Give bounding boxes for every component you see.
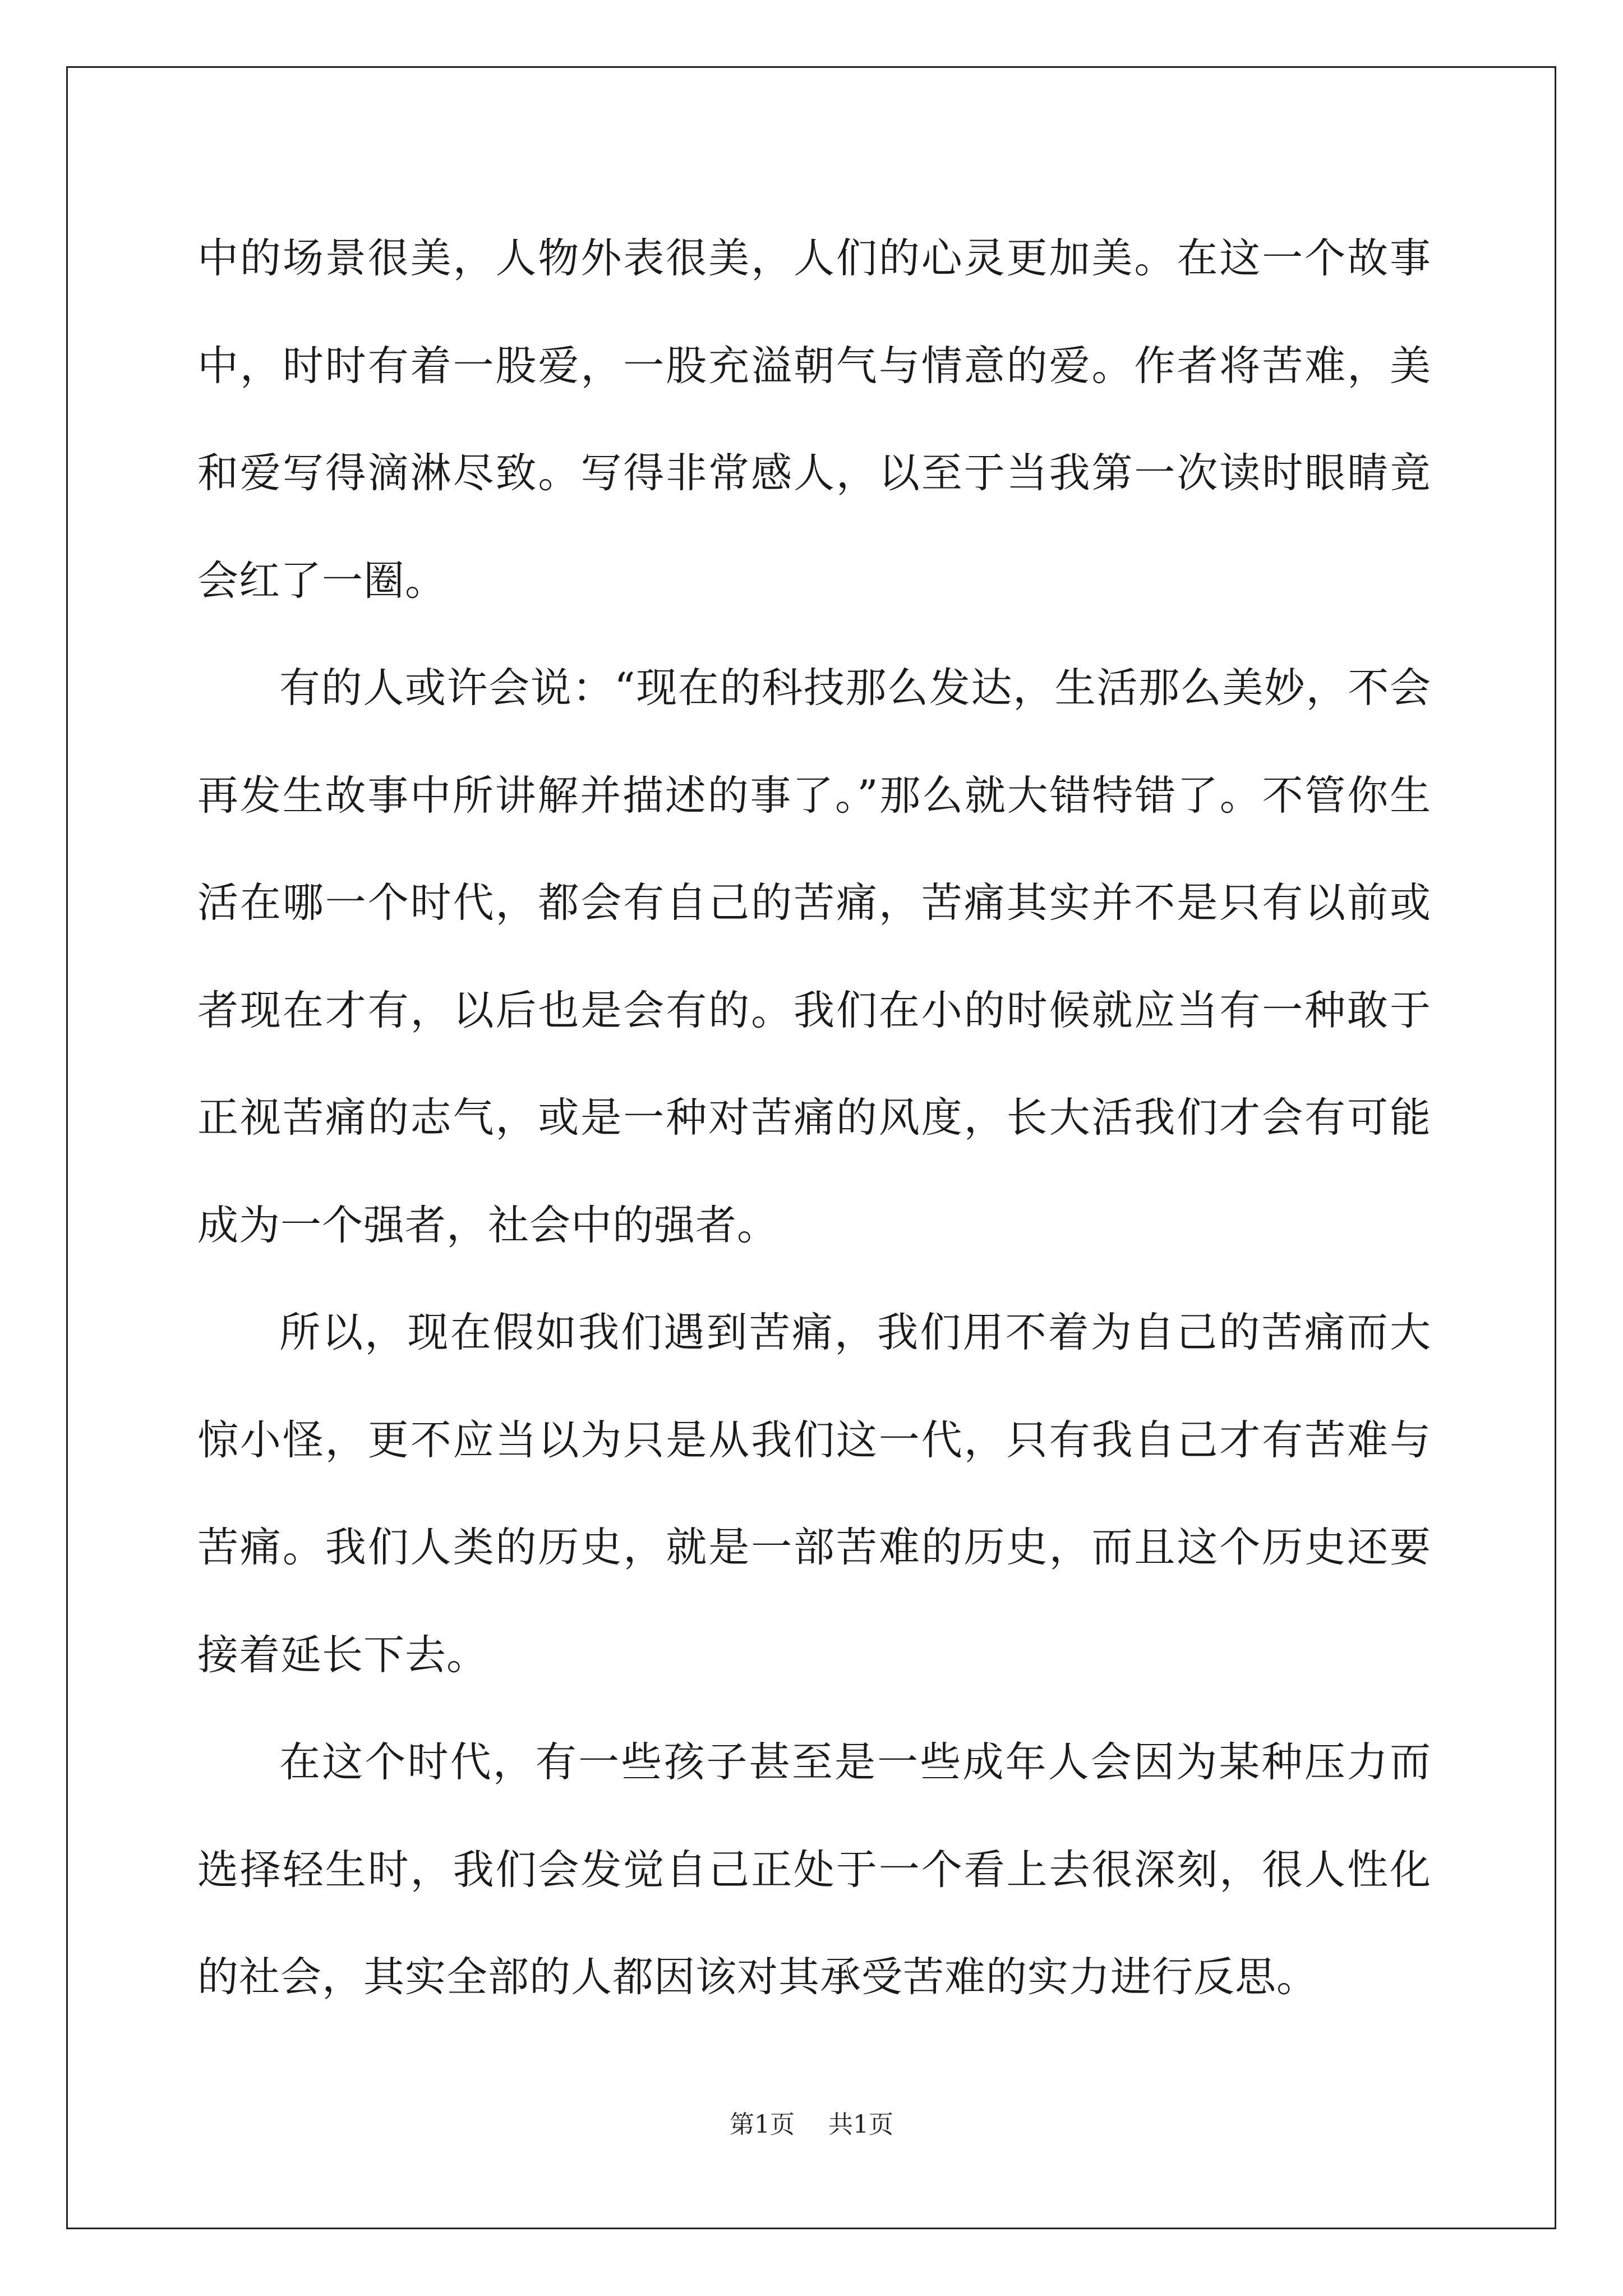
paragraph-continued: 中的场景很美，人物外表很美，人们的心灵更加美。在这一个故事中，时时有着一股爱，一股充溢朝气与情意的爱。作者将苦难，美和爱写得滴淋尽致。写得非常感人，以至于当我第一次读时眼睛竟会红了一圈。 xyxy=(197,234,1431,605)
page-footer xyxy=(0,2108,1623,2142)
paragraph: 在这个时代，有一些孩子甚至是一些成年人会因为某种压力而选择轻生时，我们会发觉自己正处于一个看上去很深刻，很人性化的社会，其实全部的人都因该对其承受苦难的实力进行反思。 xyxy=(197,1738,1431,2001)
page-number-total: 共1页 xyxy=(828,2110,893,2139)
page-number-current: 第1页 xyxy=(730,2110,795,2139)
document-body xyxy=(197,205,1431,2031)
paragraph: 所以，现在假如我们遇到苦痛，我们用不着为自己的苦痛而大惊小怪，更不应当以为只是从我们这一代，只有我自己才有苦难与苦痛。我们人类的历史，就是一部苦难的历史，而且这个历史还要接着延长下去。 xyxy=(197,1309,1431,1679)
paragraph: 有的人或许会说：“现在的科技那么发达，生活那么美妙，不会再发生故事中所讲解并描述的事了。”那么就大错特错了。不管你生活在哪一个时代，都会有自己的苦痛，苦痛其实并不是只有以前或者现在才有，以后也是会有的。我们在小的时候就应当有一种敢于正视苦痛的志气，或是一种对苦痛的风度，长大活我们才会有可能成为一个强者，社会中的强者。 xyxy=(197,664,1431,1249)
